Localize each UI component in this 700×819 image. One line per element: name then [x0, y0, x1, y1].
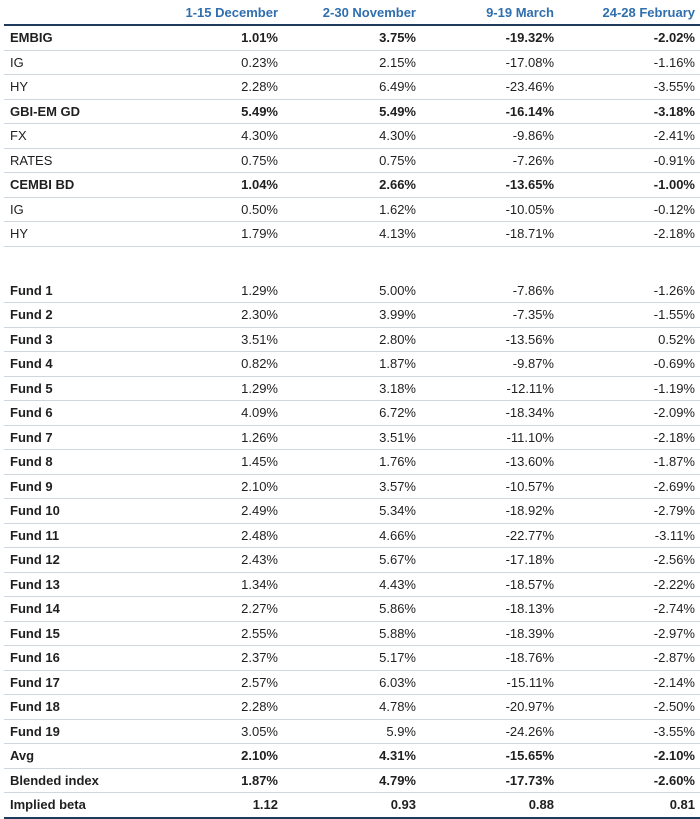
cell-value: -17.08% [421, 50, 559, 75]
fund-row [4, 646, 700, 671]
cell-value: 0.88 [421, 793, 559, 818]
row-label: Fund 4 [4, 352, 144, 377]
cell-value: 5.49% [283, 99, 421, 124]
row-label: Fund 14 [4, 597, 144, 622]
header-mar: 9-19 March [421, 0, 559, 25]
row-label: Fund 11 [4, 523, 144, 548]
cell-value: -2.10% [559, 744, 700, 769]
cell-value: 1.87% [144, 768, 283, 793]
cell-value: 2.80% [283, 327, 421, 352]
cell-value: -17.73% [421, 768, 559, 793]
row-label: Fund 8 [4, 450, 144, 475]
row-label: IG [4, 50, 144, 75]
cell-value: -2.22% [559, 572, 700, 597]
fund-row [4, 327, 700, 352]
cell-value: -18.76% [421, 646, 559, 671]
row-label: HY [4, 75, 144, 100]
cell-value: -7.86% [421, 279, 559, 303]
row-label: Fund 5 [4, 376, 144, 401]
cell-value: 1.26% [144, 425, 283, 450]
cell-value: 4.79% [283, 768, 421, 793]
row-label: IG [4, 197, 144, 222]
index-row [4, 173, 700, 198]
cell-value: 3.51% [283, 425, 421, 450]
cell-value: 1.76% [283, 450, 421, 475]
fund-row [4, 621, 700, 646]
cell-value: 2.28% [144, 695, 283, 720]
row-label: GBI-EM GD [4, 99, 144, 124]
row-label: Fund 7 [4, 425, 144, 450]
cell-value: 0.81 [559, 793, 700, 818]
cell-value: -7.35% [421, 303, 559, 328]
row-label: Fund 1 [4, 279, 144, 303]
cell-value: 4.66% [283, 523, 421, 548]
fund-row [4, 695, 700, 720]
cell-value: -18.39% [421, 621, 559, 646]
index-row [4, 222, 700, 247]
header-label [4, 0, 144, 25]
cell-value: 1.12 [144, 793, 283, 818]
cell-value: 2.15% [283, 50, 421, 75]
spacer-cell [559, 246, 700, 279]
cell-value: 1.79% [144, 222, 283, 247]
fund-row [4, 548, 700, 573]
cell-value: -10.05% [421, 197, 559, 222]
cell-value: -2.56% [559, 548, 700, 573]
summary-row [4, 744, 700, 769]
cell-value: 0.52% [559, 327, 700, 352]
cell-value: -2.97% [559, 621, 700, 646]
cell-value: 1.29% [144, 376, 283, 401]
cell-value: -15.11% [421, 670, 559, 695]
cell-value: 5.49% [144, 99, 283, 124]
row-label: HY [4, 222, 144, 247]
row-label: Fund 12 [4, 548, 144, 573]
row-label: Blended index [4, 768, 144, 793]
cell-value: 3.05% [144, 719, 283, 744]
header-feb: 24-28 February [559, 0, 700, 25]
cell-value: 0.50% [144, 197, 283, 222]
index-row [4, 148, 700, 173]
row-label: Fund 18 [4, 695, 144, 720]
row-label: Fund 19 [4, 719, 144, 744]
row-label: EMBIG [4, 25, 144, 50]
cell-value: -13.56% [421, 327, 559, 352]
cell-value: 0.82% [144, 352, 283, 377]
fund-row [4, 279, 700, 303]
spacer-row [4, 246, 700, 279]
row-label: Fund 16 [4, 646, 144, 671]
cell-value: 5.00% [283, 279, 421, 303]
cell-value: 2.28% [144, 75, 283, 100]
cell-value: -1.19% [559, 376, 700, 401]
table-body [4, 25, 700, 818]
cell-value: 2.55% [144, 621, 283, 646]
row-label: CEMBI BD [4, 173, 144, 198]
row-label: Fund 17 [4, 670, 144, 695]
cell-value: -2.41% [559, 124, 700, 149]
cell-value: -2.02% [559, 25, 700, 50]
header-nov: 2-30 November [283, 0, 421, 25]
cell-value: 2.57% [144, 670, 283, 695]
cell-value: 6.03% [283, 670, 421, 695]
fund-row [4, 523, 700, 548]
cell-value: 2.10% [144, 474, 283, 499]
cell-value: 4.13% [283, 222, 421, 247]
cell-value: -0.91% [559, 148, 700, 173]
cell-value: -1.55% [559, 303, 700, 328]
cell-value: -1.87% [559, 450, 700, 475]
cell-value: 3.18% [283, 376, 421, 401]
cell-value: 4.30% [283, 124, 421, 149]
cell-value: 6.49% [283, 75, 421, 100]
cell-value: 5.86% [283, 597, 421, 622]
cell-value: 0.93 [283, 793, 421, 818]
index-row [4, 99, 700, 124]
row-label: Fund 9 [4, 474, 144, 499]
fund-row [4, 303, 700, 328]
cell-value: -22.77% [421, 523, 559, 548]
cell-value: 2.66% [283, 173, 421, 198]
cell-value: 2.10% [144, 744, 283, 769]
row-label: RATES [4, 148, 144, 173]
cell-value: -18.71% [421, 222, 559, 247]
cell-value: 3.75% [283, 25, 421, 50]
cell-value: 2.37% [144, 646, 283, 671]
cell-value: -3.55% [559, 719, 700, 744]
cell-value: -13.65% [421, 173, 559, 198]
index-row [4, 75, 700, 100]
cell-value: -2.60% [559, 768, 700, 793]
cell-value: -18.13% [421, 597, 559, 622]
cell-value: 2.27% [144, 597, 283, 622]
cell-value: 1.62% [283, 197, 421, 222]
cell-value: 0.75% [144, 148, 283, 173]
cell-value: -16.14% [421, 99, 559, 124]
cell-value: 2.30% [144, 303, 283, 328]
fund-row [4, 670, 700, 695]
index-row [4, 25, 700, 50]
cell-value: 6.72% [283, 401, 421, 426]
cell-value: 3.99% [283, 303, 421, 328]
fund-row [4, 719, 700, 744]
cell-value: -24.26% [421, 719, 559, 744]
fund-row [4, 401, 700, 426]
spacer-cell [144, 246, 283, 279]
cell-value: -2.14% [559, 670, 700, 695]
spacer-cell [283, 246, 421, 279]
cell-value: 4.43% [283, 572, 421, 597]
summary-row [4, 768, 700, 793]
index-row [4, 197, 700, 222]
cell-value: 4.78% [283, 695, 421, 720]
cell-value: 1.29% [144, 279, 283, 303]
cell-value: -1.16% [559, 50, 700, 75]
cell-value: 5.17% [283, 646, 421, 671]
cell-value: 3.57% [283, 474, 421, 499]
row-label: Fund 10 [4, 499, 144, 524]
cell-value: 4.09% [144, 401, 283, 426]
fund-row [4, 450, 700, 475]
cell-value: -2.50% [559, 695, 700, 720]
fund-row [4, 597, 700, 622]
cell-value: 4.31% [283, 744, 421, 769]
cell-value: -3.11% [559, 523, 700, 548]
cell-value: -9.87% [421, 352, 559, 377]
cell-value: -10.57% [421, 474, 559, 499]
cell-value: -1.26% [559, 279, 700, 303]
cell-value: -2.74% [559, 597, 700, 622]
cell-value: -18.57% [421, 572, 559, 597]
cell-value: 5.34% [283, 499, 421, 524]
cell-value: 5.88% [283, 621, 421, 646]
cell-value: -2.18% [559, 425, 700, 450]
fund-row [4, 499, 700, 524]
row-label: Fund 2 [4, 303, 144, 328]
spacer-cell [421, 246, 559, 279]
cell-value: -0.69% [559, 352, 700, 377]
cell-value: 1.87% [283, 352, 421, 377]
fund-row [4, 572, 700, 597]
cell-value: 3.51% [144, 327, 283, 352]
cell-value: -3.18% [559, 99, 700, 124]
cell-value: -2.18% [559, 222, 700, 247]
cell-value: -23.46% [421, 75, 559, 100]
cell-value: -15.65% [421, 744, 559, 769]
fund-row [4, 425, 700, 450]
cell-value: -13.60% [421, 450, 559, 475]
cell-value: 1.01% [144, 25, 283, 50]
row-label: Fund 13 [4, 572, 144, 597]
header-row [4, 0, 700, 25]
cell-value: 5.67% [283, 548, 421, 573]
row-label: Fund 6 [4, 401, 144, 426]
row-label: Fund 15 [4, 621, 144, 646]
cell-value: 0.23% [144, 50, 283, 75]
cell-value: -19.32% [421, 25, 559, 50]
cell-value: 4.30% [144, 124, 283, 149]
row-label: Fund 3 [4, 327, 144, 352]
cell-value: 1.04% [144, 173, 283, 198]
cell-value: -11.10% [421, 425, 559, 450]
returns-table [4, 0, 700, 819]
cell-value: -20.97% [421, 695, 559, 720]
row-label: Implied beta [4, 793, 144, 818]
cell-value: -17.18% [421, 548, 559, 573]
cell-value: -12.11% [421, 376, 559, 401]
cell-value: -2.69% [559, 474, 700, 499]
header-dec: 1-15 December [144, 0, 283, 25]
cell-value: 0.75% [283, 148, 421, 173]
cell-value: 2.43% [144, 548, 283, 573]
index-row [4, 50, 700, 75]
cell-value: -18.34% [421, 401, 559, 426]
cell-value: -2.87% [559, 646, 700, 671]
cell-value: 2.48% [144, 523, 283, 548]
cell-value: -3.55% [559, 75, 700, 100]
cell-value: -1.00% [559, 173, 700, 198]
cell-value: -18.92% [421, 499, 559, 524]
cell-value: -2.09% [559, 401, 700, 426]
fund-row [4, 376, 700, 401]
cell-value: 1.45% [144, 450, 283, 475]
cell-value: 1.34% [144, 572, 283, 597]
row-label: FX [4, 124, 144, 149]
cell-value: -0.12% [559, 197, 700, 222]
cell-value: -2.79% [559, 499, 700, 524]
spacer-cell [4, 246, 144, 279]
index-row [4, 124, 700, 149]
row-label: Avg [4, 744, 144, 769]
cell-value: -9.86% [421, 124, 559, 149]
fund-row [4, 474, 700, 499]
cell-value: -7.26% [421, 148, 559, 173]
cell-value: 5.9% [283, 719, 421, 744]
cell-value: 2.49% [144, 499, 283, 524]
fund-row [4, 352, 700, 377]
